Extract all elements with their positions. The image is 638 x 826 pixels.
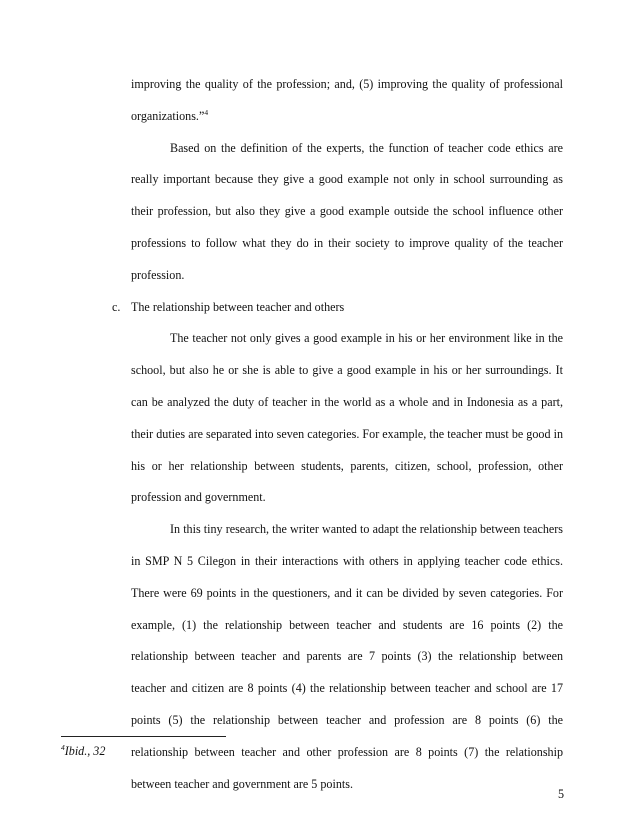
section-marker: c. bbox=[112, 299, 121, 314]
footnote-reference[interactable]: 4 bbox=[204, 107, 209, 117]
section-title: The relationship between teacher and others bbox=[131, 299, 345, 314]
continuation-text: improving the quality of the profession; and, (5) improving the quality of professional organizations.” bbox=[131, 77, 563, 123]
footnote-text: Ibid., 32 bbox=[64, 744, 106, 758]
footnote bbox=[61, 744, 105, 759]
page-number: 5 bbox=[557, 787, 564, 801]
paragraph-function-of-ethics: Based on the definition of the experts, the function of teacher code ethics are really important because they give a good example not only in school surrounding as their profession, but also they give a good example outside the school influence other professions to follow what they do in their society to improve quality of the teacher profession. bbox=[131, 140, 563, 282]
continuation-paragraph bbox=[131, 69, 563, 133]
footnote-divider bbox=[61, 736, 226, 737]
paragraph-tiny-research: In this tiny research, the writer wanted to adapt the relationship between teachers in SMP N 5 Cilegon in their interactions with others in applying teacher code ethics. There were 69 points in the questioners, and it can be divided by seven categories. For example, (1) the relationship between teacher and students are 16 points (2) the relationship between teacher and parents are 7 points (3) the relationship between teacher and citizen are 8 points (4) the relationship between teacher and school are 17 points (5) the relationship between teacher and profession are 8 points (6) the relationship between teacher and other profession are 8 points (7) the relationship between teacher and government are 5 points. bbox=[131, 522, 563, 791]
body-text bbox=[112, 69, 563, 800]
paragraph-teacher-example: The teacher not only gives a good example in his or her environment like in the school, but also he or she is able to give a good example in his or her surroundings. It can be analyzed the duty of teacher in the world as a whole and in Indonesia as a part, their duties are separated into seven categories. For example, the teacher must be good in his or her relationship between students, parents, citizen, school, profession, other profession and government. bbox=[131, 331, 563, 505]
footnote-number: 4 bbox=[61, 743, 65, 752]
section-heading bbox=[112, 292, 563, 324]
